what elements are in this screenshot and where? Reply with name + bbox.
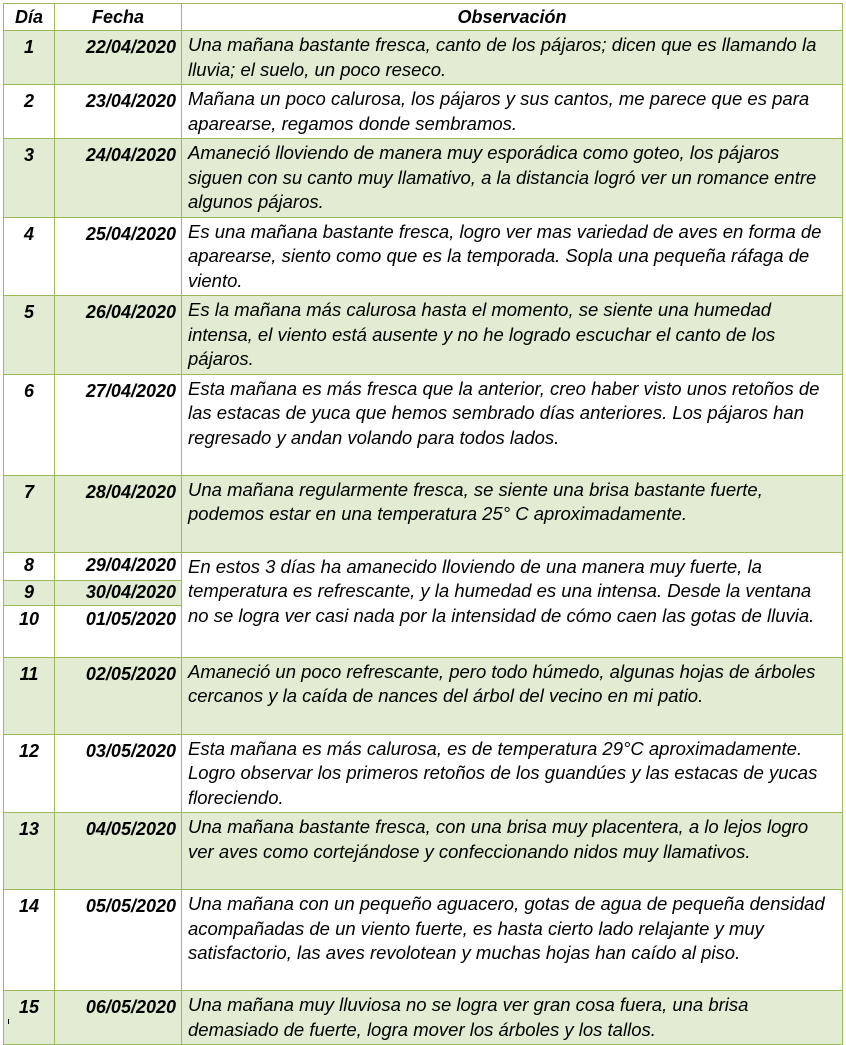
table-row [4, 552, 843, 580]
cell-fecha: 03/05/2020 [55, 734, 182, 813]
table-row [4, 991, 843, 1045]
observation-table [3, 3, 843, 1045]
table-row [4, 296, 843, 375]
header-fecha: Fecha [55, 4, 182, 31]
page-edge-mark [8, 1019, 9, 1024]
table-row [4, 374, 843, 475]
cell-observacion: Una mañana con un pequeño aguacero, gotas de agua de pequeña densidad acompañadas de un viento fuerte, es hasta cierto lado relajante y muy satisfactorio, las aves revolotean y muchas hojas han caído al piso. [182, 890, 843, 991]
table-row [4, 139, 843, 218]
cell-observacion: Esta mañana es más fresca que la anterior, creo haber visto unos retoños de las estacas de yuca que hemos sembrado días anteriores. Los pájaros han regresado y andan volando para todos lados. [182, 374, 843, 475]
table-row [4, 31, 843, 85]
table-row [4, 734, 843, 813]
cell-fecha: 29/04/2020 [55, 552, 182, 580]
header-observacion: Observación [182, 4, 843, 31]
cell-fecha: 04/05/2020 [55, 813, 182, 890]
cell-fecha: 02/05/2020 [55, 657, 182, 734]
cell-dia: 1 [4, 31, 55, 85]
table-row [4, 890, 843, 991]
cell-dia: 2 [4, 85, 55, 139]
table-row [4, 657, 843, 734]
cell-dia: 7 [4, 475, 55, 552]
cell-dia: 12 [4, 734, 55, 813]
cell-dia: 13 [4, 813, 55, 890]
cell-dia: 14 [4, 890, 55, 991]
cell-dia: 9 [4, 580, 55, 605]
cell-observacion: Una mañana regularmente fresca, se siente una brisa bastante fuerte, podemos estar en una temperatura 25° C aproximadamente. [182, 475, 843, 552]
cell-fecha: 28/04/2020 [55, 475, 182, 552]
cell-observacion: Mañana un poco calurosa, los pájaros y sus cantos, me parece que es para aparearse, regamos donde sembramos. [182, 85, 843, 139]
table-row [4, 813, 843, 890]
cell-fecha: 25/04/2020 [55, 217, 182, 296]
cell-fecha: 27/04/2020 [55, 374, 182, 475]
cell-fecha: 22/04/2020 [55, 31, 182, 85]
cell-dia: 15 [4, 991, 55, 1045]
cell-fecha: 26/04/2020 [55, 296, 182, 375]
cell-dia: 10 [4, 605, 55, 657]
cell-fecha: 23/04/2020 [55, 85, 182, 139]
cell-dia: 8 [4, 552, 55, 580]
cell-fecha: 24/04/2020 [55, 139, 182, 218]
cell-observacion: Es la mañana más calurosa hasta el momento, se siente una humedad intensa, el viento está ausente y no he logrado escuchar el canto de los pájaros. [182, 296, 843, 375]
table-row [4, 85, 843, 139]
cell-observacion: En estos 3 días ha amanecido lloviendo de una manera muy fuerte, la temperatura es refrescante, y la humedad es una intensa. Desde la ventana no se logra ver casi nada por la intensidad de cómo caen las gotas de lluvia. [182, 552, 843, 657]
cell-observacion: Esta mañana es más calurosa, es de temperatura 29°C aproximadamente. Logro observar los primeros retoños de los guandúes y las estacas de yucas floreciendo. [182, 734, 843, 813]
cell-fecha: 06/05/2020 [55, 991, 182, 1045]
cell-observacion: Una mañana bastante fresca, con una brisa muy placentera, a lo lejos logro ver aves como cortejándose y confeccionando nidos muy llamativos. [182, 813, 843, 890]
cell-dia: 3 [4, 139, 55, 218]
header-dia: Día [4, 4, 55, 31]
cell-fecha: 30/04/2020 [55, 580, 182, 605]
cell-dia: 6 [4, 374, 55, 475]
cell-observacion: Amaneció lloviendo de manera muy esporádica como goteo, los pájaros siguen con su canto muy llamativo, a la distancia logró ver un romance entre algunos pájaros. [182, 139, 843, 218]
cell-observacion: Amaneció un poco refrescante, pero todo húmedo, algunas hojas de árboles cercanos y la caída de nances del árbol del vecino en mi patio. [182, 657, 843, 734]
cell-dia: 11 [4, 657, 55, 734]
table-row [4, 217, 843, 296]
table-row [4, 475, 843, 552]
cell-observacion: Una mañana bastante fresca, canto de los pájaros; dicen que es llamando la lluvia; el suelo, un poco reseco. [182, 31, 843, 85]
cell-observacion: Una mañana muy lluviosa no se logra ver gran cosa fuera, una brisa demasiado de fuerte, logra mover los árboles y los tallos. [182, 991, 843, 1045]
cell-observacion: Es una mañana bastante fresca, logro ver mas variedad de aves en forma de aparearse, siento como que es la temporada. Sopla una pequeña ráfaga de viento. [182, 217, 843, 296]
cell-fecha: 05/05/2020 [55, 890, 182, 991]
cell-dia: 5 [4, 296, 55, 375]
header-row [4, 4, 843, 31]
cell-dia: 4 [4, 217, 55, 296]
cell-fecha: 01/05/2020 [55, 605, 182, 657]
